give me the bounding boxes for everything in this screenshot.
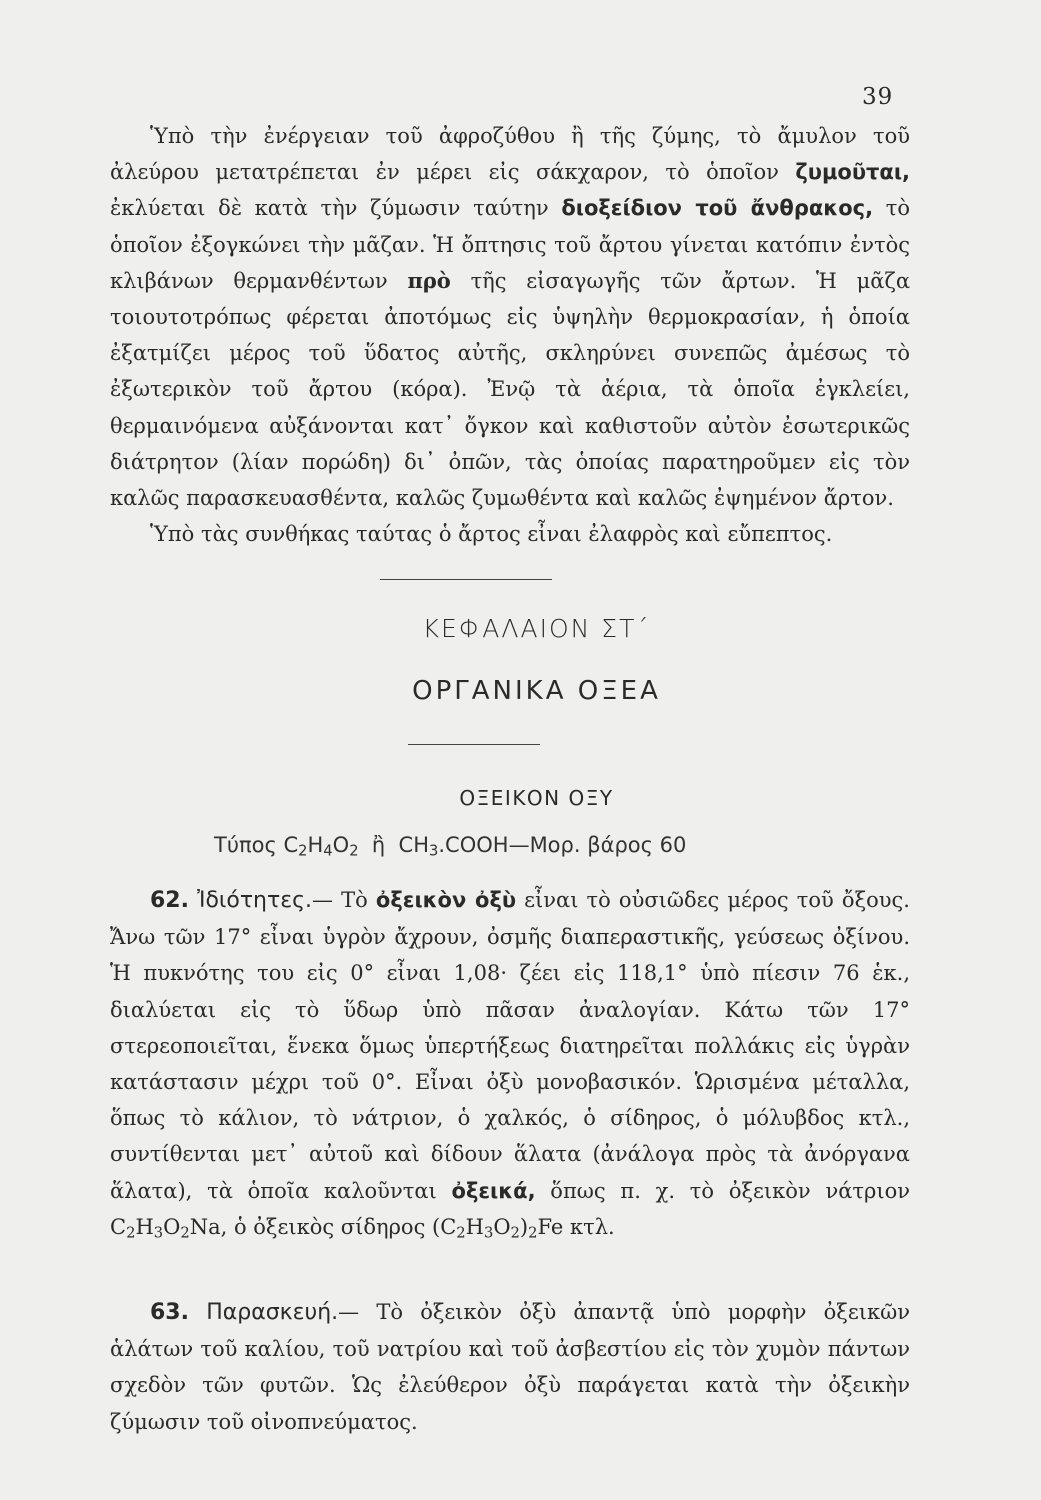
- chapter-title: ΟΡΓΑΝΙΚΑ ΟΞΕΑ: [412, 676, 661, 706]
- divider-rule: [408, 744, 540, 745]
- bold-term: διοξείδιον τοῦ ἄνθρακος,: [561, 196, 874, 221]
- page-number: 39: [862, 84, 894, 110]
- bold-term: ὀξεικά,: [451, 1178, 536, 1203]
- bold-term: ὀξεικὸν ὀξὺ: [375, 888, 517, 912]
- paragraph-heading: Παρασκευή.: [206, 1300, 339, 1325]
- paragraph-62: 62. Ἰδιότητες.— Τὸ ὀξεικὸν ὀξὺ εἶναι τὸ οὐσιῶδες μέρος τοῦ ὄξους. Ἄνω τῶν 17° εἶναι ὑγρὸν ἄχρουν, ὀσμῆς διαπεραστικῆς, γεύσεως ὀξίνου. Ἡ πυκνότης του εἰς 0° εἶναι 1,08· ζέει εἰς 118,1° ὑπὸ πίεσιν 76 ἑκ., διαλύεται εἰς τὸ ὕδωρ ὑπὸ πᾶσαν ἀναλογίαν. Κάτω τῶν 17° στερεοποιεῖται, ἕνεκα ὅμως ὑπερτήξεως διατηρεῖται πολλάκις εἰς ὑγρὰν κατάστασιν μέχρι τοῦ 0°. Εἶναι ὀξὺ μονοβασικόν. Ὡρισμένα μέταλλα, ὅπως τὸ κάλιον, τὸ νάτριον, ὁ χαλκός, ὁ σίδηρος, ὁ μόλυβδος κτλ., συντίθενται μετ᾽ αὐτοῦ καὶ δίδουν ἅλατα (ἀνάλογα πρὸς τὰ ἀνόργανα ἅλατα), τὰ ὁποῖα καλοῦνται ὀξεικά, ὅπως π. χ. τὸ ὀξεικὸν νάτριον $C_2H_3O_2Na$, ὁ ὀξεικὸς σίδηρος $(C_2H_3O_2)_2Fe$ κτλ.: [110, 888, 910, 1242]
- paragraph-63: 63. Παρασκευή.— Τὸ ὀξεικὸν ὀξὺ ἀπαντᾷ ὑπὸ μορφὴν ὀξεικῶν ἁλάτων τοῦ καλίου, τοῦ νατρίου καὶ τοῦ ἀσβεστίου εἰς τὸν χυμὸν πάντων σχεδὸν τῶν φυτῶν. Ὡς ἐλεύθερον ὀξὺ παράγεται κατὰ τὴν ὀξεικὴν ζύμωσιν τοῦ οἰνοπνεύματος.: [110, 1300, 910, 1434]
- formula-line: Τύπος $C_2H_4O_2$ ἢ $CH_3.COOH—Mo\rho$. βάρος 60: [214, 833, 687, 860]
- intro-paragraph-2: Ὑπὸ τὰς συνθήκας ταύτας ὁ ἄρτος εἶναι ἐλαφρὸς καὶ εὔπεπτος.: [150, 522, 833, 547]
- intro-paragraph-1: Ὑπὸ τὴν ἐνέργειαν τοῦ ἀφροζύθου ἢ τῆς ζύμης, τὸ ἄμυλον τοῦ ἀλεύρου μετατρέπεται ἐν μέρει εἰς σάκχαρον, τὸ ὁποῖον ζυμοῦται, ἐκλύεται δὲ κατὰ τὴν ζύμωσιν ταύτην διοξείδιον τοῦ ἄνθρακος, τὸ ὁποῖον ἐξογκώνει τὴν μᾶζαν. Ἡ ὄπτησις τοῦ ἄρτου γίνεται κατόπιν ἐντὸς κλιβάνων θερμανθέντων πρὸ τῆς εἰσαγωγῆς τῶν ἄρτων. Ἡ μᾶζα τοιουτοτρόπως φέρεται ἀποτόμως εἰς ὑψηλὴν θερμοκρασίαν, ἡ ὁποία ἐξατμίζει μέρος τοῦ ὕδατος αὐτῆς, σκληρύνει συνεπῶς ἀμέσως τὸ ἐξωτερικὸν τοῦ ἄρτου (κόρα). Ἐνῷ τὰ ἀέρια, τὰ ὁποῖα ἐγκλείει, θερμαινόμενα αὐξάνονται κατ᾽ ὄγκον καὶ καθιστοῦν αὐτὸν ἐσωτερικῶς διάτρητον (λίαν πορώδη) δι᾽ ὀπῶν, τὰς ὁποίας παρατηροῦμεν εἰς τὸν καλῶς παρασκευασθέντα, καλῶς ζυμωθέντα καὶ καλῶς ἐψημένον ἄρτον.: [110, 124, 911, 511]
- section-title: ΟΞΕΙΚΟΝ ΟΞΥ: [459, 786, 614, 810]
- divider-rule: [380, 579, 552, 580]
- paragraph-number: 62.: [150, 888, 189, 913]
- chapter-label: ΚΕΦΑΛΑΙΟΝ ΣΤ΄: [422, 614, 651, 643]
- bold-term: ζυμοῦται,: [795, 160, 910, 185]
- paragraph-heading: Ἰδιότητες.: [197, 888, 313, 913]
- bold-term: πρὸ: [407, 267, 451, 293]
- paragraph-number: 63.: [150, 1300, 189, 1325]
- intro-text: [110, 118, 910, 552]
